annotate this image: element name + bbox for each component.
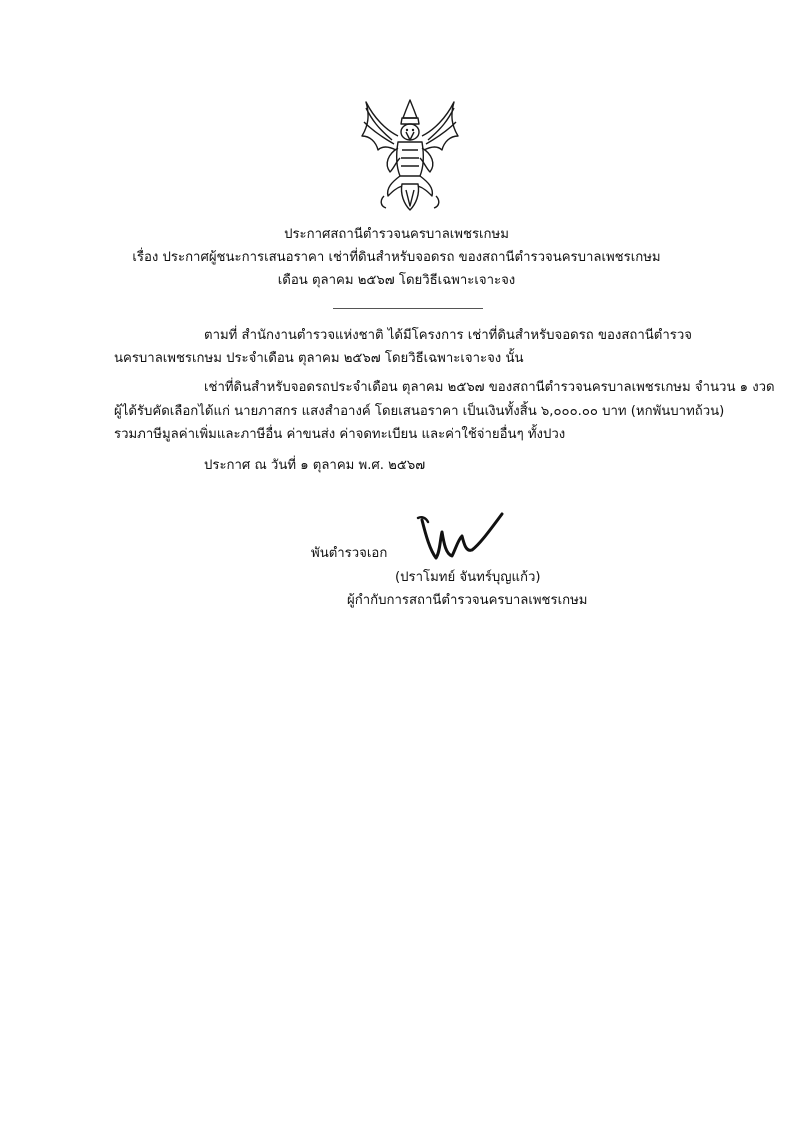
handwritten-signature-icon (416, 510, 508, 566)
signatory-rank: พันตำรวจเอก (311, 546, 388, 561)
header-divider (333, 308, 483, 309)
announcement-date: ประกาศ ณ วันที่ ๑ ตุลาคม พ.ศ. ๒๕๖๗ (204, 458, 426, 473)
announcement-title: ประกาศสถานีตำรวจนครบาลเพชรเกษม (284, 227, 509, 242)
paragraph-2-line-2: ผู้ได้รับคัดเลือกได้แก่ นายภาสกร แสงสำอางค์ โดยเสนอราคา เป็นเงินทั้งสิ้น ๖,๐๐๐.๐๐ บาท (หกพันบาทถ้วน) (114, 404, 725, 419)
paragraph-2-line-3: รวมภาษีมูลค่าเพิ่มและภาษีอื่น ค่าขนส่ง ค่าจดทะเบียน และค่าใช้จ่ายอื่นๆ ทั้งปวง (114, 427, 566, 442)
signatory-position: ผู้กำกับการสถานีตำรวจนครบาลเพชรเกษม (347, 593, 588, 608)
announcement-subject: เรื่อง ประกาศผู้ชนะการเสนอราคา เช่าที่ดินสำหรับจอดรถ ของสถานีตำรวจนครบาลเพชรเกษม (132, 250, 661, 265)
signatory-name: (ปราโมทย์ จันทร์บุญแก้ว) (395, 570, 541, 585)
paragraph-1-line-2: นครบาลเพชรเกษม ประจำเดือน ตุลาคม ๒๕๖๗ โดยวิธีเฉพาะเจาะจง นั้น (114, 351, 524, 366)
paragraph-2-line-1: เช่าที่ดินสำหรับจอดรถประจำเดือน ตุลาคม ๒๕๖๗ ของสถานีตำรวจนครบาลเพชรเกษม จำนวน ๑ งวด (204, 380, 775, 395)
announcement-period: เดือน ตุลาคม ๒๕๖๗ โดยวิธีเฉพาะเจาะจง (277, 273, 516, 288)
paragraph-1-line-1: ตามที่ สำนักงานตำรวจแห่งชาติ ได้มีโครงการ เช่าที่ดินสำหรับจอดรถ ของสถานีตำรวจ (204, 328, 692, 343)
garuda-emblem-icon (356, 96, 464, 214)
